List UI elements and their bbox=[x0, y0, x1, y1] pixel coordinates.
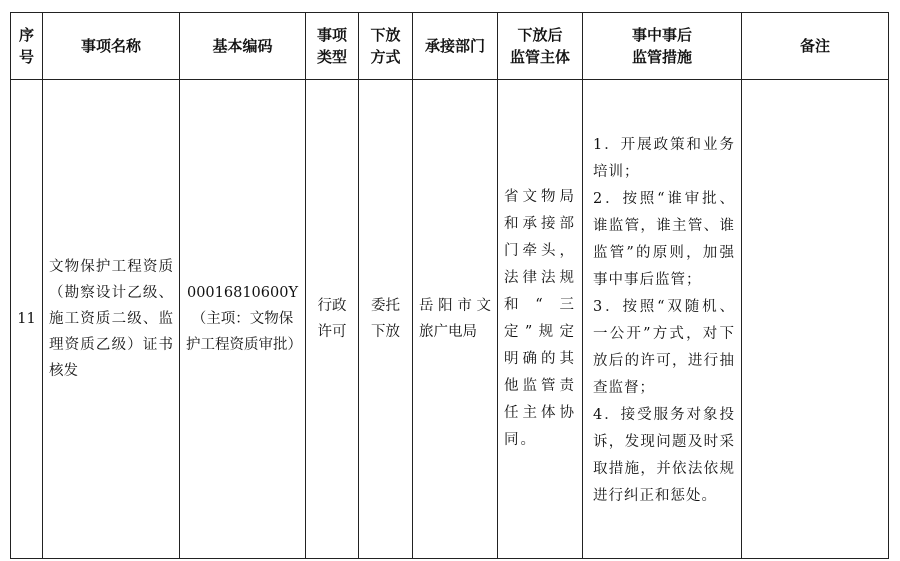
measure-item: 1．开展政策和业务培训； bbox=[593, 137, 735, 180]
cell-type: 行政许可 bbox=[306, 80, 359, 559]
measure-item: 4．接受服务对象投诉，发现问题及时采取措施，并依法依规进行纠正和惩处。 bbox=[593, 407, 735, 504]
cell-measures bbox=[583, 80, 742, 559]
header-code: 基本编码 bbox=[180, 13, 306, 80]
header-remark: 备注 bbox=[742, 13, 889, 80]
table-row bbox=[11, 80, 889, 559]
matters-table bbox=[10, 12, 889, 559]
header-method: 下放 方式 bbox=[359, 13, 413, 80]
header-measures: 事中事后 监管措施 bbox=[583, 13, 742, 80]
cell-seq: 11 bbox=[11, 80, 43, 559]
header-row bbox=[11, 13, 889, 80]
code-value: 00016810600Y bbox=[186, 285, 299, 301]
header-type: 事项 类型 bbox=[306, 13, 359, 80]
cell-name: 文物保护工程资质（勘察设计乙级、施工资质二级、监理资质乙级）证书核发 bbox=[43, 80, 180, 559]
cell-code bbox=[180, 80, 306, 559]
header-seq: 序 号 bbox=[11, 13, 43, 80]
code-note: （主项：文物保护工程资质审批） bbox=[186, 311, 302, 353]
cell-method: 委托下放 bbox=[359, 80, 413, 559]
header-dept: 承接部门 bbox=[413, 13, 498, 80]
header-name: 事项名称 bbox=[43, 13, 180, 80]
cell-remark bbox=[742, 80, 889, 559]
cell-dept: 岳阳市文旅广电局 bbox=[413, 80, 498, 559]
header-supervisor: 下放后 监管主体 bbox=[498, 13, 583, 80]
cell-supervisor: 省文物局和承接部门牵头，法律法规和“三定”规定明确的其他监管责任主体协同。 bbox=[498, 80, 583, 559]
measure-item: 2．按照“谁审批、谁监管，谁主管、谁监管”的原则，加强事中事后监管； bbox=[593, 191, 735, 288]
measure-item: 3．按照“双随机、一公开”方式，对下放后的许可，进行抽查监督； bbox=[593, 299, 735, 396]
